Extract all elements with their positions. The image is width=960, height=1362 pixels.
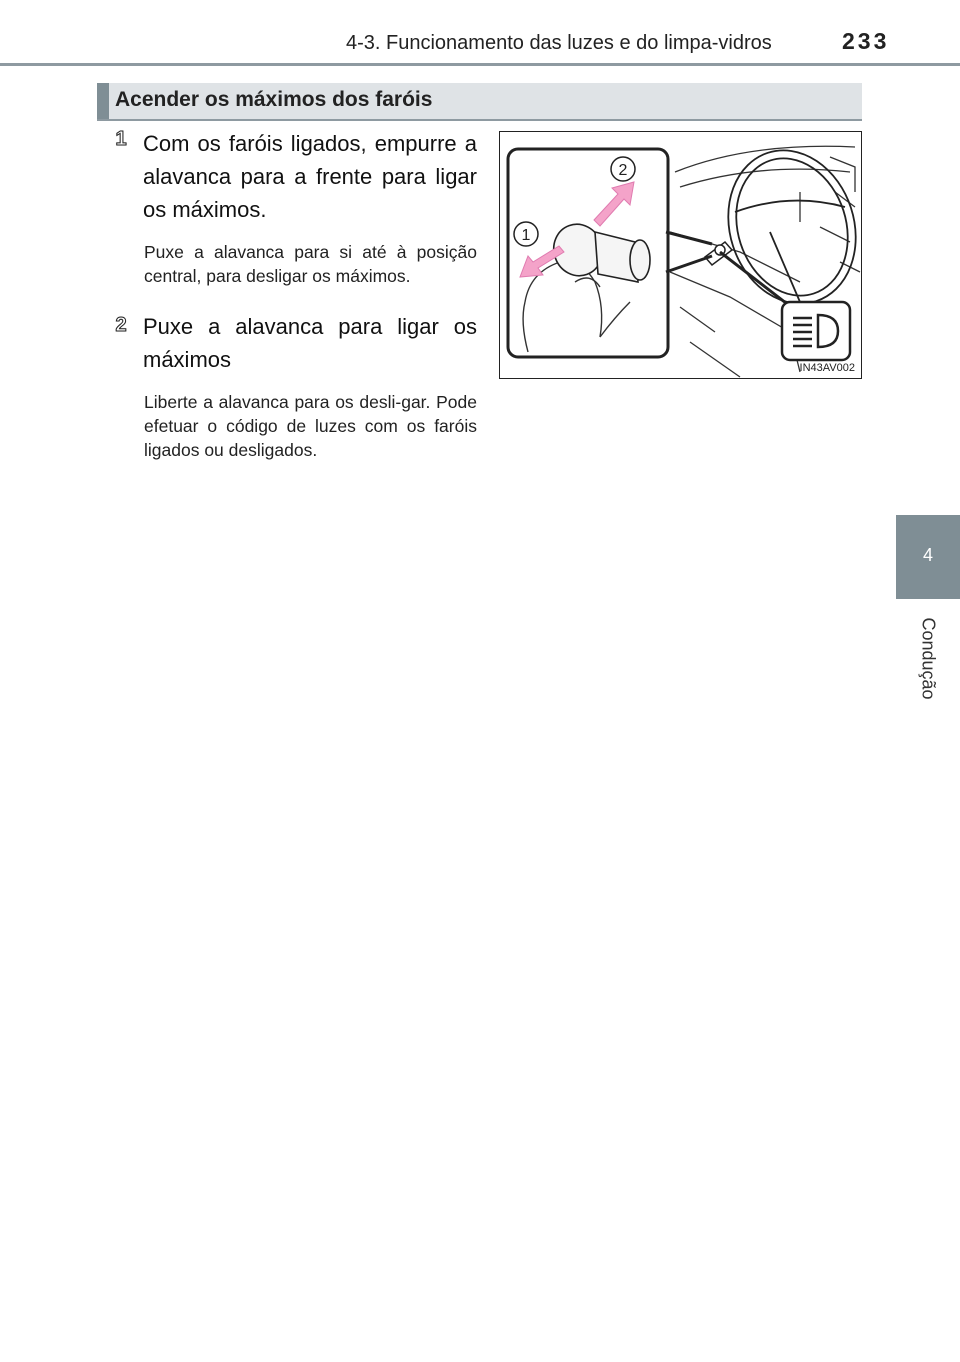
chapter-label-text: Condução (918, 617, 939, 700)
lever-illustration (499, 131, 862, 379)
steering-wheel (709, 134, 862, 321)
step-2-note: Liberte a alavanca para os desli-gar. Pode efetuar o código de luzes com os faróis ligados ou desligados. (144, 392, 477, 460)
chapter-tab[interactable] (896, 515, 960, 599)
callout-2-label: 2 (618, 162, 628, 179)
step-1-note: Puxe a alavanca para si até à posição central, para desligar os máximos. (144, 242, 477, 286)
figure-code: IN43AV002 (799, 362, 855, 374)
chapter-number: 4 (922, 545, 933, 565)
high-beam-icon (782, 302, 850, 360)
step-1-text (104, 127, 477, 226)
section-title: Acender os máximos dos faróis (115, 88, 433, 111)
callout-1 (514, 222, 538, 246)
header-section-title: 4-3. Funcionamento das luzes e do limpa-vidros (346, 32, 772, 54)
lever-illustration-svg (500, 132, 862, 379)
step-1 (104, 127, 477, 288)
section-heading-bar (97, 83, 862, 121)
step-2-text-content: Puxe a alavanca para ligar os máximos (143, 314, 477, 372)
step-number-1: 1 (115, 128, 127, 150)
callout-2 (611, 157, 635, 181)
inset-connector-bottom (666, 256, 712, 272)
callout-1-label: 1 (521, 227, 531, 244)
step-number-2: 2 (115, 314, 127, 336)
inset-connector-top (666, 232, 712, 244)
step-2-text (104, 310, 477, 376)
step-1-text-content: Com os faróis ligados, empurre a alavanca para a frente para ligar os máximos. (143, 131, 477, 222)
running-header (0, 0, 960, 66)
step-2 (104, 310, 477, 462)
header-rule (0, 63, 960, 66)
section-accent (97, 83, 109, 119)
page-number: 233 (842, 28, 890, 54)
small-lever (705, 242, 732, 265)
